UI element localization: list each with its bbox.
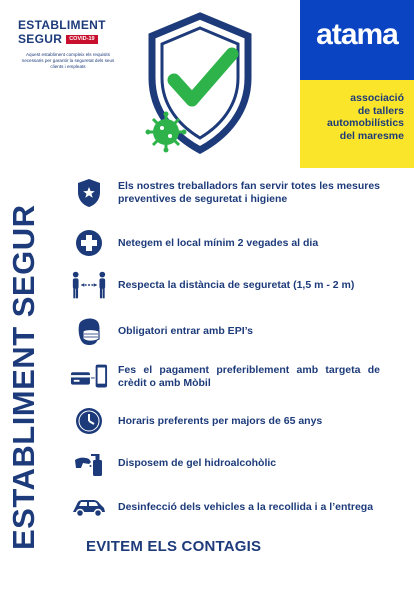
card-phone-payment-icon <box>70 360 108 394</box>
clock-icon <box>70 404 108 438</box>
association-line: de tallers <box>357 104 404 117</box>
virus-icon <box>146 112 187 153</box>
slogan: EVITEM ELS CONTAGIS <box>86 538 262 555</box>
list-item <box>70 226 380 260</box>
association-line: associació <box>350 92 404 104</box>
item-text: Horaris preferents per majors de 65 anys <box>118 414 323 427</box>
badge-title-line1: ESTABLIMENT <box>18 18 106 32</box>
atama-logo-panel <box>300 0 414 80</box>
list-item <box>70 314 380 348</box>
item-text: Respecta la distància de seguretat (1,5 m - 2 m) <box>118 278 355 291</box>
car-icon <box>70 490 108 524</box>
hand-sanitizer-icon <box>70 446 108 480</box>
medical-cross-icon <box>70 226 108 260</box>
association-line: del maresme <box>339 129 404 142</box>
list-item <box>70 490 380 524</box>
face-mask-icon <box>70 314 108 348</box>
association-line: automobilístics <box>326 117 404 129</box>
badge-title-row <box>18 32 138 46</box>
item-text: Netegem el local mínim 2 vegades al dia <box>118 236 319 249</box>
social-distance-icon <box>70 268 108 302</box>
atama-logo: atama <box>316 18 398 51</box>
list-item <box>70 176 380 210</box>
list-item <box>70 268 380 302</box>
item-text: Obligatori entrar amb EPI’s <box>118 324 253 337</box>
badge-title-line2: SEGUR <box>18 32 63 46</box>
police-badge-icon <box>70 176 108 210</box>
badge-description: Aquest establiment compleix els requisits necessaris per garantir la seguretat dels seus clients i empleats <box>21 52 115 69</box>
item-text: Desinfecció dels vehicles a la recollida i a l’entrega <box>118 500 374 513</box>
list-item <box>70 404 380 438</box>
item-text: Els nostres treballadors fan servir totes les mesures preventives de seguretat i higiene <box>118 180 380 205</box>
vertical-title: ESTABLIMENT SEGUR <box>6 204 41 550</box>
item-text: Fes el pagament preferiblement amb targeta de crèdit o amb Mòbil <box>118 364 380 389</box>
safe-establishment-badge <box>18 18 138 70</box>
list-item <box>70 360 380 394</box>
item-text: Disposem de gel hidroalcohòlic <box>118 456 277 469</box>
association-name <box>304 92 404 142</box>
shield-check-icon <box>140 8 260 163</box>
list-item <box>70 446 380 480</box>
covid-tag: COVID-19 <box>66 35 97 44</box>
association-panel <box>300 80 414 168</box>
